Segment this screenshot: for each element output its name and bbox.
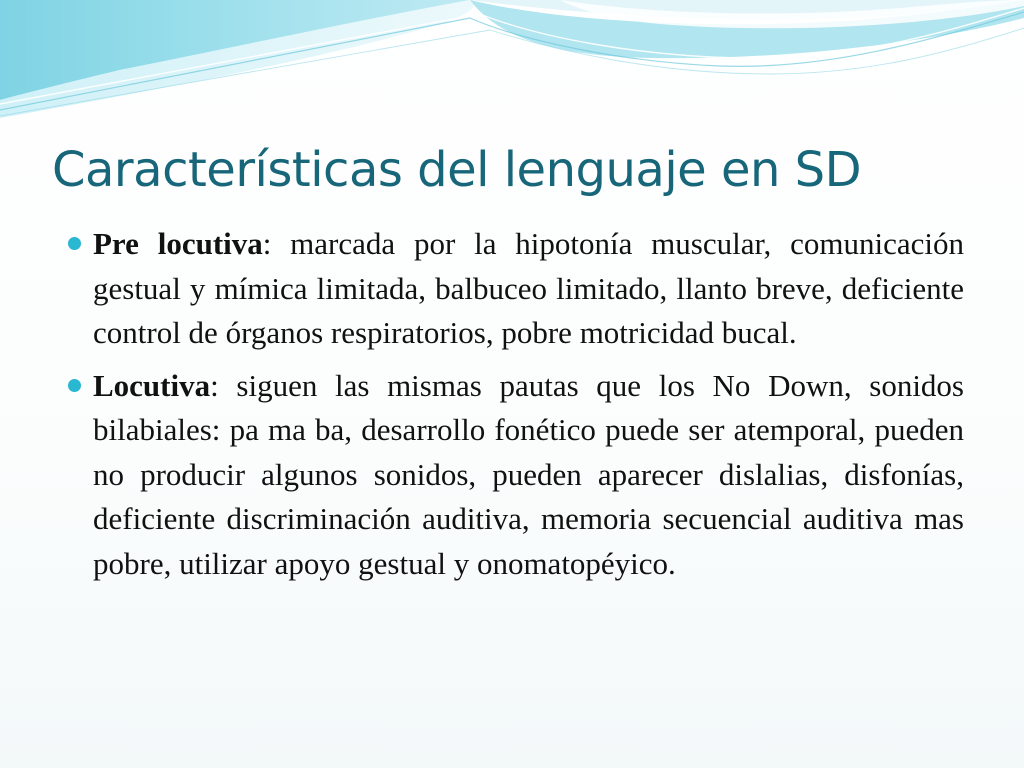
bullet-dot-icon xyxy=(68,237,81,250)
bullet-dot-icon xyxy=(68,379,81,392)
bullet-text: : marcada por la hipotonía muscular, comunicación gestual y mímica limitada, balbuceo limitado, llanto breve, deficiente control de órganos respiratorios, pobre motricidad bucal. xyxy=(93,226,964,350)
bullet-text: : siguen las mismas pautas que los No Down, sonidos bilabiales: pa ma ba, desarrollo fonético puede ser atemporal, pueden no producir algunos sonidos, pueden aparecer dislalias, disfonías, deficiente discriminación auditiva, memoria secuencial auditiva mas pobre, utilizar apoyo gestual y onomatopéyico. xyxy=(93,367,964,581)
bullet-term: Pre locutiva xyxy=(93,226,263,261)
bullet-item-pre-locutiva xyxy=(93,222,964,356)
bullet-term: Locutiva xyxy=(93,367,211,403)
slide-title: Características del lenguaje en SD xyxy=(52,142,862,198)
bullet-item-locutiva xyxy=(93,364,964,587)
wave-header-decoration xyxy=(0,0,1024,130)
bullet-list xyxy=(93,222,964,594)
